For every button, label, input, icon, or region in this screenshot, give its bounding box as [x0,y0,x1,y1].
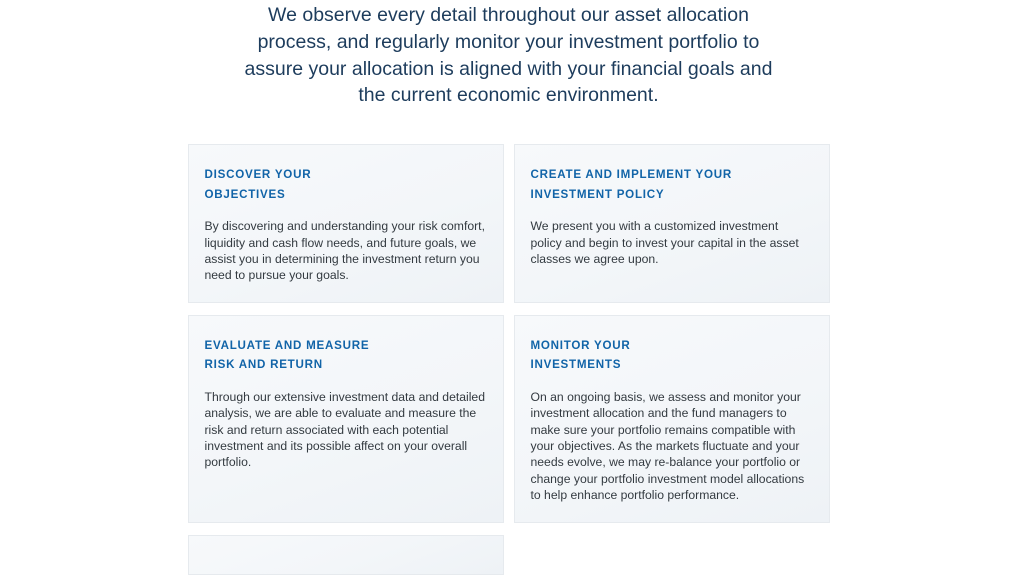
intro-line: the current economic environment. [358,84,659,107]
card-heading [531,165,813,204]
card-heading-line: RISK AND RETURN [204,358,323,372]
card-heading [205,165,487,204]
card-evaluate-and-measure-risk-and-return [188,315,504,523]
card-body-text: We present you with a customized investment policy and begin to invest your capital in the asset classes we agree upon. [530,219,799,266]
card-monitor-your-investments [514,315,830,523]
card-heading-line: INVESTMENTS [530,358,622,372]
card-heading [531,336,813,375]
intro-line: process, and regularly monitor your investment portfolio to [257,30,760,53]
card-heading-line: DISCOVER YOUR [204,168,312,182]
intro-line: We observe every detail throughout our asset allocation [268,4,749,26]
card-heading-line: OBJECTIVES [204,187,286,201]
card-body-text: By discovering and understanding your risk comfort, liquidity and cash flow needs, and future goals, we assist you in determining the investment return you need to pursue your goals. [204,219,485,283]
card-discover-your-objectives [188,144,504,303]
intro-paragraph [179,0,839,109]
process-card-grid [188,144,830,574]
card-heading-line: MONITOR YOUR [530,338,631,352]
card-body-text: Through our extensive investment data and detailed analysis, we are able to evaluate and measure the risk and return associated with each potential investment and its possible affect on your overall portfolio. [204,389,485,470]
card-heading-line: INVESTMENT POLICY [530,187,665,201]
card-body-text: On an ongoing basis, we assess and monitor your investment allocation and the fund managers to make sure your portfolio remains compatible with your objectives. As the markets fluctuate and your needs evolve, we may re-balance your portfolio or change your portfolio investment model allocations to help enhance portfolio performance. [530,389,805,503]
card-heading-line: CREATE AND IMPLEMENT YOUR [530,168,732,182]
card-heading [205,336,487,375]
intro-line: assure your allocation is aligned with your financial goals and [244,57,773,80]
card-create-and-implement-your-investment-policy [514,144,830,303]
card-next-partial [188,535,504,575]
card-heading-line: EVALUATE AND MEASURE [204,338,370,352]
